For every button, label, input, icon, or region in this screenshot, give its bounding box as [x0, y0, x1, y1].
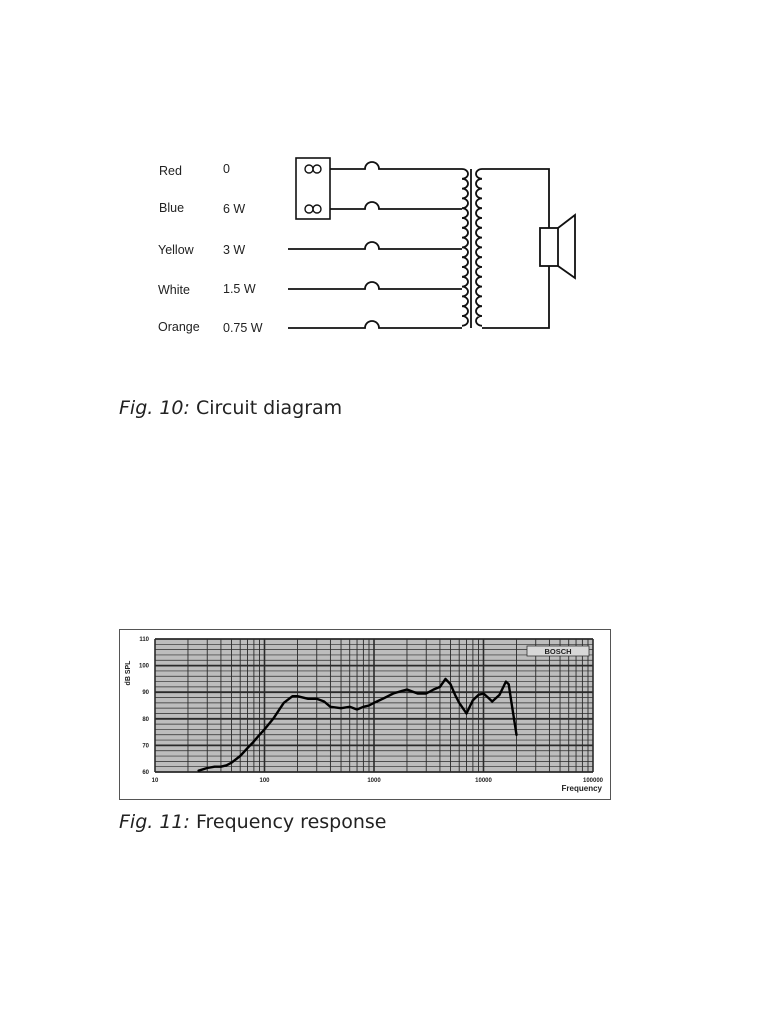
figure-10-title: Circuit diagram: [195, 397, 343, 419]
speaker-icon: [540, 215, 575, 278]
input-wires: [288, 162, 462, 328]
x-tick-label: 10000: [475, 778, 492, 784]
tap-power-blue: 6 W: [223, 202, 246, 216]
transformer-secondary-coil: [476, 169, 482, 326]
x-axis-label: Frequency: [561, 784, 602, 793]
frequency-response-plot: [120, 630, 610, 799]
y-axis-label: dB SPL: [125, 660, 132, 686]
tap-color-white: White: [158, 283, 190, 297]
y-tick-label: 60: [142, 770, 149, 776]
figure-11-caption: [119, 811, 386, 833]
brand-logo-text: BOSCH: [544, 647, 572, 656]
tap-power-white: 1.5 W: [223, 282, 256, 296]
tap-power-yellow: 3 W: [223, 243, 246, 257]
terminal-connectors: [305, 165, 321, 213]
figure-10-number: Fig. 10:: [119, 397, 190, 419]
tap-color-orange: Orange: [158, 320, 200, 334]
x-tick-label: 100: [259, 778, 270, 784]
figure-10-caption: [119, 397, 342, 419]
figure-11-title: Frequency response: [195, 811, 387, 833]
tap-color-yellow: Yellow: [158, 243, 194, 257]
y-tick-label: 110: [139, 637, 149, 643]
figure-11-number: Fig. 11:: [119, 811, 190, 833]
tap-color-blue: Blue: [159, 201, 185, 215]
tap-power-red: 0: [223, 162, 230, 176]
frequency-response-chart: [119, 629, 611, 800]
y-tick-label: 90: [142, 690, 149, 697]
x-tick-label: 100000: [582, 778, 604, 784]
y-tick-label: 80: [142, 716, 149, 723]
transformer-primary-coil: [462, 169, 468, 326]
output-wires: [482, 169, 549, 328]
y-tick-label: 70: [142, 743, 149, 750]
x-tick-label: 10: [151, 778, 159, 784]
tap-color-red: Red: [159, 164, 182, 178]
x-tick-label: 1000: [367, 778, 381, 784]
circuit-diagram: [0, 0, 768, 400]
y-tick-label: 100: [138, 663, 149, 670]
tap-power-orange: 0.75 W: [223, 321, 263, 335]
